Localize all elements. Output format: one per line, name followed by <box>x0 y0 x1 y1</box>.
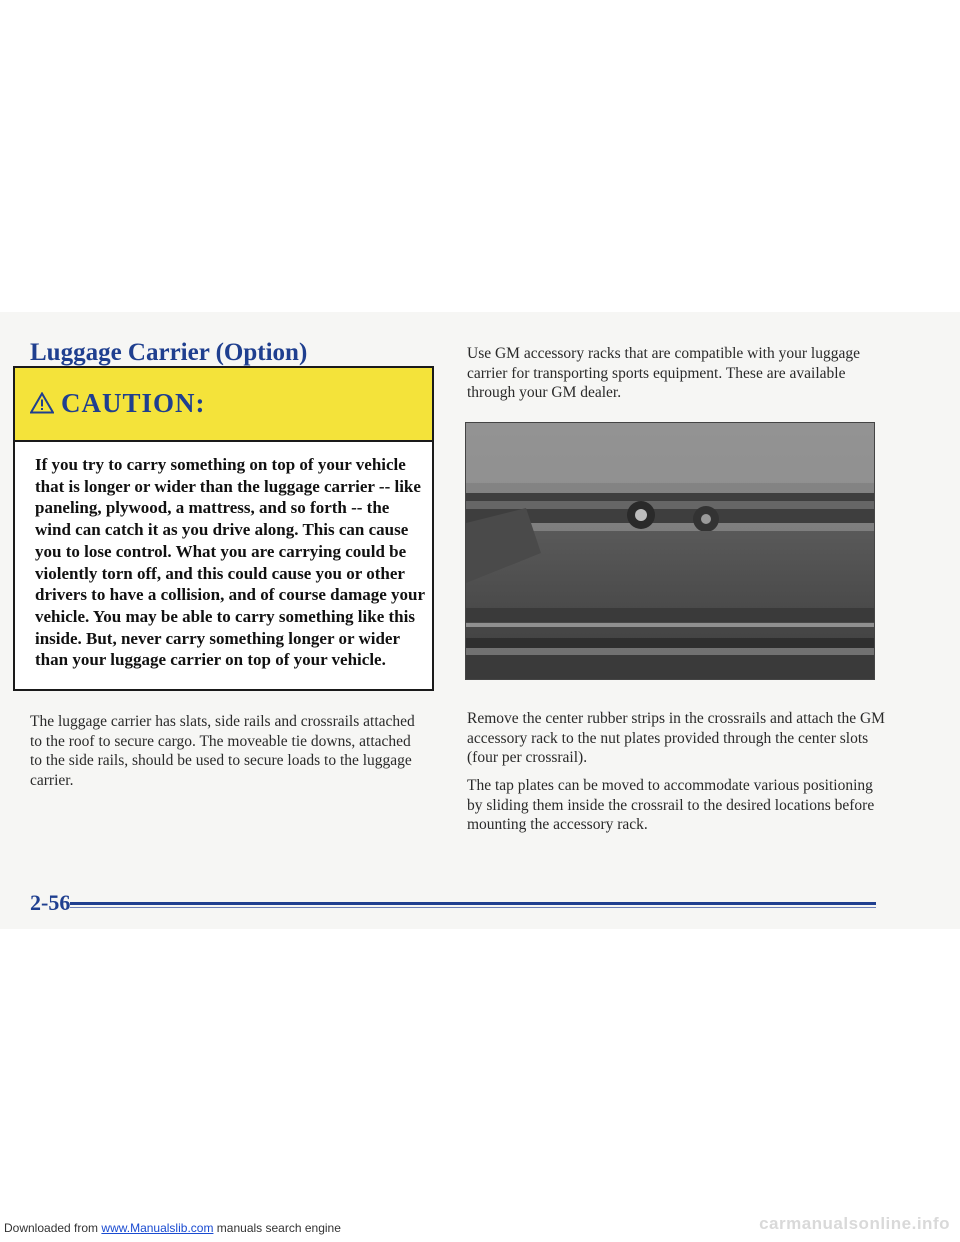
footer-suffix: manuals search engine <box>216 1221 341 1235</box>
caution-box <box>13 366 434 691</box>
page-number: 2-56 <box>30 890 71 915</box>
footer-rule <box>70 902 876 905</box>
luggage-carrier-description: The luggage carrier has slats, side rails and crossrails attached to the roof to secure cargo. The moveable tie downs, attached to the side rails, should be used to secure loads to the luggage carrier. <box>30 713 415 789</box>
download-footer <box>4 1221 341 1235</box>
accessory-racks-intro: Use GM accessory racks that are compatible with your luggage carrier for transporting sports equipment. These are available through your GM dealer. <box>467 345 860 401</box>
manualslib-link[interactable]: www.Manualslib.com <box>101 1221 214 1235</box>
caution-header <box>15 368 432 442</box>
remove-rubber-strips-text: Remove the center rubber strips in the crossrails and attach the GM accessory rack to the nut plates provided through the center slots (four per crossrail). <box>467 710 885 766</box>
tap-plates-text: The tap plates can be moved to accommodate various positioning by sliding them inside the crossrail to the desired locations before mounting the accessory rack. <box>467 777 875 833</box>
caution-text: If you try to carry something on top of your vehicle that is longer or wider than the luggage carrier -- like paneling, plywood, a mattress, and so forth -- the wind can catch it as you drive along. This can cause you to lose control. What you are carrying could be violently torn off, and this could cause you or other drivers to have a collision, and of course damage your vehicle. You may be able to carry something like this inside. But, never carry something longer or wider than your luggage carrier on top of your vehicle. <box>35 455 425 670</box>
warning-triangle-icon <box>30 392 54 414</box>
site-watermark: carmanualsonline.info <box>759 1214 950 1233</box>
section-title: Luggage Carrier (Option) <box>30 339 308 366</box>
caution-label: CAUTION: <box>61 388 206 418</box>
footer-prefix: Downloaded from <box>4 1221 99 1235</box>
roof-rack-illustration <box>466 423 875 680</box>
footer-rule-thin <box>70 907 876 908</box>
luggage-carrier-photo <box>465 422 875 680</box>
